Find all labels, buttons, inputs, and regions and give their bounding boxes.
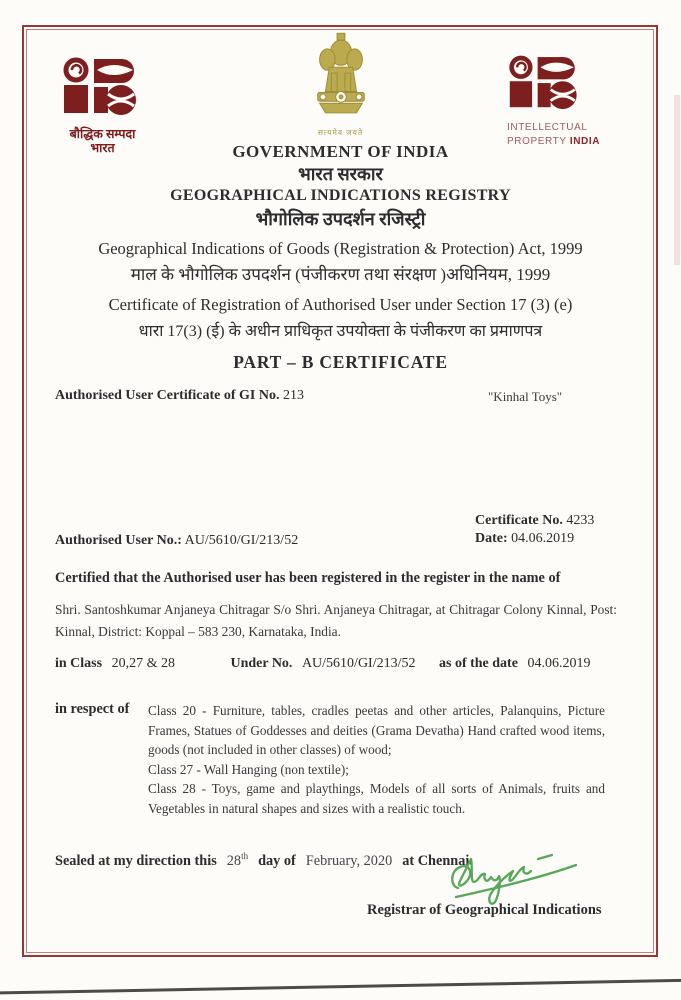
- authorised-user-number-value: AU/5610/GI/213/52: [184, 533, 299, 548]
- right-logo-caption-line2: PROPERTY INDIA: [507, 135, 601, 147]
- certificate-date-label: Date:: [475, 531, 508, 546]
- paper-edge-line: [0, 978, 681, 994]
- seal-prefix: Sealed at my direction this: [55, 852, 217, 869]
- seal-date-line: [55, 851, 473, 870]
- certificate-number-label: Certificate No.: [475, 513, 563, 528]
- class-28-description: Class 28 - Toys, game and playthings, Models of all sorts of Animals, fruits and Vegetables in natural shapes and sizes with a realistic touch.: [148, 781, 605, 816]
- registrar-signature: [448, 852, 580, 908]
- under-no-value: AU/5610/GI/213/52: [301, 656, 416, 671]
- holder-details: Shri. Santoshkumar Anjaneya Chitragar S/o Shri. Anjaneya Chitragar, at Chitragar Colony Kinnal, Post: Kinnal, District: Koppal – 583 230, Karnataka, India.: [55, 602, 617, 639]
- ashoka-emblem-icon: [307, 32, 375, 122]
- title-certificate-section-hindi: धारा 17(3) (ई) के अधीन प्राधिकृत उपयोक्ता के पंजीकरण का प्रमाणपत्र: [138, 323, 543, 340]
- ip-logo-icon: [507, 55, 585, 113]
- class-20-description: Class 20 - Furniture, tables, cradles peetas and other articles, Palanquins, Picture Frames, Statues of Goddesses and deities (Grama Devatha) Hand crafted wood items, goods (not included in other classes) of wood;: [148, 703, 605, 757]
- in-respect-of-label: in respect of: [55, 701, 130, 717]
- certificate-number-value: 4233: [566, 513, 595, 528]
- certificate-date-line: [475, 530, 594, 548]
- gi-number-row: [55, 388, 625, 404]
- title-part-b-certificate: PART – B CERTIFICATE: [233, 352, 448, 372]
- class-row: [55, 656, 590, 672]
- title-certificate-section: Certificate of Registration of Authorised User under Section 17 (3) (e): [108, 295, 573, 314]
- title-government-hindi: भारत सरकार: [298, 164, 383, 184]
- seal-month: February, 2020: [305, 852, 393, 869]
- in-respect-of-block: [55, 701, 605, 818]
- emblem-motto: सत्यमेव जयते: [317, 128, 364, 137]
- authorised-user-number-line: [55, 533, 298, 549]
- scan-artifact: [674, 95, 680, 265]
- gi-number-label: Authorised User Certificate of GI No.: [55, 388, 280, 403]
- goods-description: [148, 701, 605, 818]
- title-gi-registry-hindi: भौगोलिक उपदर्शन रजिस्ट्री: [255, 209, 426, 229]
- certificate-number-block: [475, 512, 594, 548]
- gi-name: "Kinhal Toys": [488, 389, 563, 404]
- left-logo-caption-line1: बौद्धिक सम्पदा: [69, 127, 136, 141]
- in-class-label: in Class: [55, 656, 103, 671]
- in-class-value: 20,27 & 28: [111, 656, 175, 671]
- gi-number-value: 213: [282, 388, 304, 403]
- left-logo-caption-line2: भारत: [90, 141, 115, 155]
- seal-day: 28: [226, 852, 242, 869]
- seal-place: at Chennai.: [402, 852, 473, 869]
- class-27-description: Class 27 - Wall Hanging (non textile);: [148, 761, 349, 777]
- title-gi-act: Geographical Indications of Goods (Registration & Protection) Act, 1999: [98, 239, 583, 258]
- right-logo-caption-line1: INTELLECTUAL: [507, 122, 588, 133]
- asof-date-value: 04.06.2019: [527, 656, 591, 671]
- certified-statement: Certified that the Authorised user has been registered in the register in the name of: [55, 570, 561, 586]
- seal-mid: day of: [258, 852, 296, 869]
- asof-date-label: as of the date: [439, 656, 518, 671]
- certificate-number-line: [475, 512, 594, 530]
- title-gi-registry: GEOGRAPHICAL INDICATIONS REGISTRY: [170, 187, 511, 204]
- title-gi-act-hindi: माल के भौगोलिक उपदर्शन (पंजीकरण तथा संरक्षण )अधिनियम, 1999: [130, 265, 551, 284]
- ipindia-logo-right: [507, 55, 617, 148]
- title-government-of-india: GOVERNMENT OF INDIA: [232, 142, 449, 161]
- seal-day-ordinal: th: [241, 851, 249, 861]
- authorised-user-number-label: Authorised User No.:: [55, 533, 182, 548]
- registrar-label: Registrar of Geographical Indications: [367, 902, 602, 918]
- under-no-label: Under No.: [230, 656, 293, 671]
- certificate-date-value: 04.06.2019: [511, 531, 575, 546]
